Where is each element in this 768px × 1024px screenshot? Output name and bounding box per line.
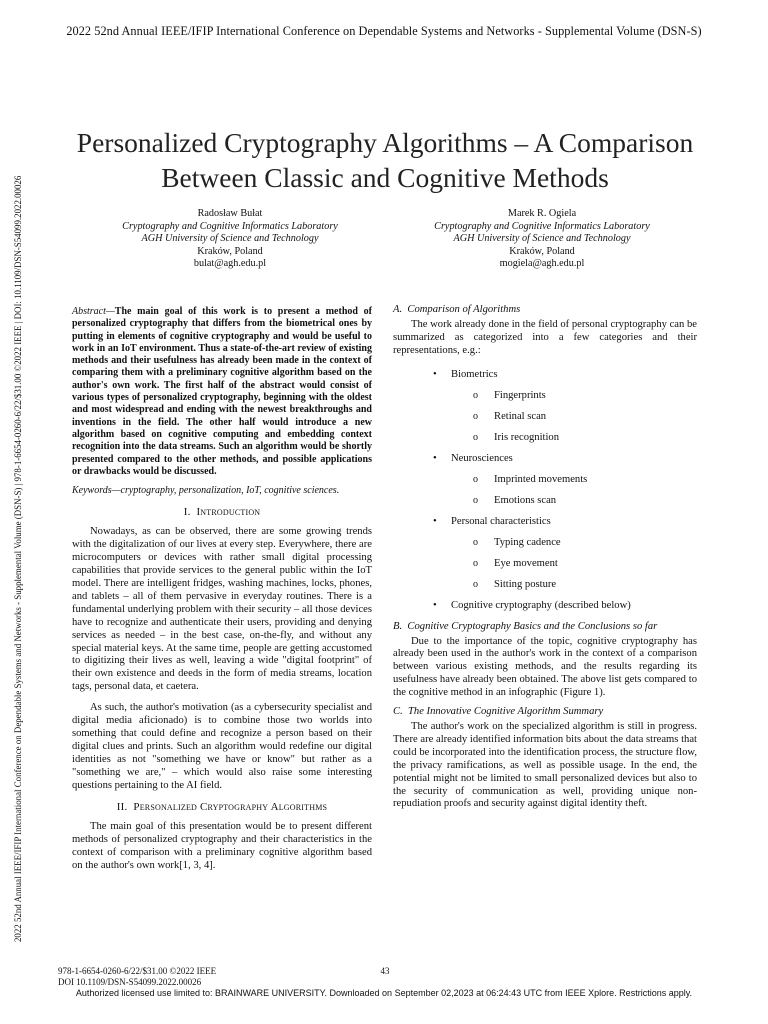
section-title: Introduction bbox=[196, 506, 261, 519]
paper-title: Personalized Cryptography Algorithms – A Comparison Between Classic and Cognitive Methods bbox=[76, 127, 694, 193]
footer-identifiers bbox=[58, 966, 216, 988]
list-item: • Cognitive cryptography (described below) bbox=[393, 595, 697, 616]
keywords: Keywords—cryptography, personalization, IoT, cognitive sciences. bbox=[72, 485, 340, 497]
subsection-label: B. bbox=[393, 620, 403, 632]
list-item: o Eye movement bbox=[393, 553, 697, 574]
list-item: • Neurosciences bbox=[393, 448, 697, 469]
conference-header: 2022 52nd Annual IEEE/IFIP International Conference on Dependable Systems and Networks - Supplemental Volume (DSN-S) bbox=[66, 24, 702, 38]
author-email: mogiela@agh.edu.pl bbox=[499, 258, 585, 270]
pca-paragraph-1: The main goal of this presentation would be to present different methods of personalized cryptography and their characteristics in the context of comparison with a preliminary cognitive algorithm based on the author's own work[1, 3, 4]. bbox=[72, 821, 372, 872]
subsection-heading-a bbox=[393, 304, 697, 317]
subsection-label: C. bbox=[393, 706, 403, 718]
list-item: o Sitting posture bbox=[393, 574, 697, 595]
subsection-label: A. bbox=[393, 304, 403, 315]
abstract bbox=[72, 306, 372, 478]
author-block-1 bbox=[80, 208, 380, 271]
license-notice: Authorized licensed use limited to: BRAINWARE UNIVERSITY. Downloaded on September 02,2023 at 06:24:43 UTC from IEEE Xplore. Restrictions apply. bbox=[75, 988, 693, 998]
sub-a-paragraph: The work already done in the field of personal cryptography can be summarized as categorized into a few categories and their representations, e.g.: bbox=[393, 318, 697, 356]
list-item: o Typing cadence bbox=[393, 532, 697, 553]
section-title: Personalized Cryptography Algorithms bbox=[133, 801, 328, 814]
page-number: 43 bbox=[380, 966, 390, 976]
method-list bbox=[393, 364, 697, 616]
author-affiliation: Cryptography and Cognitive Informatics Laboratory bbox=[122, 220, 338, 232]
subsection-heading-b bbox=[393, 621, 697, 634]
author-email: bulat@agh.edu.pl bbox=[193, 258, 267, 270]
right-column bbox=[393, 304, 697, 811]
section-heading-introduction bbox=[72, 506, 372, 519]
intro-paragraph-1: Nowadays, as can be observed, there are some growing trends with the digitalization of our lives at every step. Everywhere, there are microcomputers or devices with rather small digital processing capabilities that provide services to the general public within the IoT model. There are intelligent fridges, washing machines, locks, phones, and tablets – all of them pervasive in everyday routines. There is a fundamental underlying problem with their security – all those devices have to recognize and authenticate their users, providing and denying services as needed – in the best case, on-the-fly, and without any special material keys. At the same time, people are getting accustomed to digitizing their lives as well, leaving a wide "digital footprint" of their own existence and deeds in the form of media streams, location tags, personal data, et caetera. bbox=[72, 526, 372, 693]
author-block-2 bbox=[392, 208, 692, 271]
subsection-heading-c bbox=[393, 706, 697, 719]
footer-isbn: 978-1-6654-0260-6/22/$31.00 ©2022 IEEE bbox=[58, 966, 217, 976]
list-item: o Emotions scan bbox=[393, 490, 697, 511]
subsection-title: The Innovative Cognitive Algorithm Summary bbox=[408, 706, 604, 718]
subsection-title: Cognitive Cryptography Basics and the Conclusions so far bbox=[407, 620, 658, 632]
footer-doi: DOI 10.1109/DSN-S54099.2022.00026 bbox=[58, 977, 202, 987]
author-city: Kraków, Poland bbox=[197, 245, 263, 257]
subsection-title: Comparison of Algorithms bbox=[407, 304, 521, 315]
abstract-lead: Abstract— bbox=[72, 306, 115, 317]
author-name: Marek R. Ogiela bbox=[507, 208, 577, 219]
list-item: o Retinal scan bbox=[393, 406, 697, 427]
list-item: o Fingerprints bbox=[393, 385, 697, 406]
section-number: II. bbox=[116, 801, 128, 814]
list-item: o Imprinted movements bbox=[393, 469, 697, 490]
left-column bbox=[72, 306, 372, 873]
author-name: Radosław Bułat bbox=[197, 208, 263, 219]
intro-paragraph-2: As such, the author's motivation (as a cybersecurity specialist and digital media aficionado) is to combine those two worlds into something that could define and recognize a person based on their digital clues and prints. Such an algorithm would redefine our digital identities as not "something we have or know" but rather as a "something we are," – which would also raise some interesting questions pertaining to the AI field. bbox=[72, 702, 372, 791]
section-heading-pca bbox=[72, 801, 372, 814]
author-city: Kraków, Poland bbox=[509, 245, 575, 257]
list-item: • Personal characteristics bbox=[393, 511, 697, 532]
author-institution: AGH University of Science and Technology bbox=[453, 233, 631, 245]
list-item: o Iris recognition bbox=[393, 427, 697, 448]
list-item: • Biometrics bbox=[393, 364, 697, 385]
abstract-text: The main goal of this work is to present a method of personalized cryptography that differs from the biometrical ones by putting in elements of cognitive cryptography and would be useful to work in an IoT environment. Thus a state-of-the-art review of existing methods and their usefulness has already been made in the context of comparing them with a preliminary cognitive algorithm based on the author's own work. The first half of the abstract would consist of various types of personalized cryptography, beginning with the oldest and most widespread and ending with the newest breakthroughs and inventions in the field. The other half would introduce a new algorithm based on cognitive computing and embedding context recognition into the data streams. Such an algorithm would be shortly presented compared to the other methods, and possible applications or drawbacks would be discussed. bbox=[72, 306, 372, 477]
sub-b-paragraph: Due to the importance of the topic, cognitive cryptography has already been used in the author's work in the context of a comparison between various existing methods, and the results regarding its usefulness have already been obtained. The above list gets compared to the cognitive method in an infographic (Figure 1). bbox=[393, 635, 697, 699]
section-number: I. bbox=[183, 506, 191, 519]
side-doi-strip: 2022 52nd Annual IEEE/IFIP International Conference on Dependable Systems and Networks - Supplemental Volume (DSN-S) | 978-1-6654-0260-6/22/$31.00 ©2022 IEEE | DOI: 10.1109/DSN-S54099.2022.00026 bbox=[13, 175, 23, 942]
author-institution: AGH University of Science and Technology bbox=[141, 233, 319, 245]
author-affiliation: Cryptography and Cognitive Informatics Laboratory bbox=[434, 220, 650, 232]
sub-c-paragraph: The author's work on the specialized algorithm is still in progress. There are already identified information bits about the data streams that could be incorporated into the identification process, the structure flow, the privacy ramifications, as well as possible usage. In the end, the potential might not be limited to small personalized devices but also to the security of communication as well, providing unique non-repudiation proofs and security against digital identity theft. bbox=[393, 720, 697, 810]
